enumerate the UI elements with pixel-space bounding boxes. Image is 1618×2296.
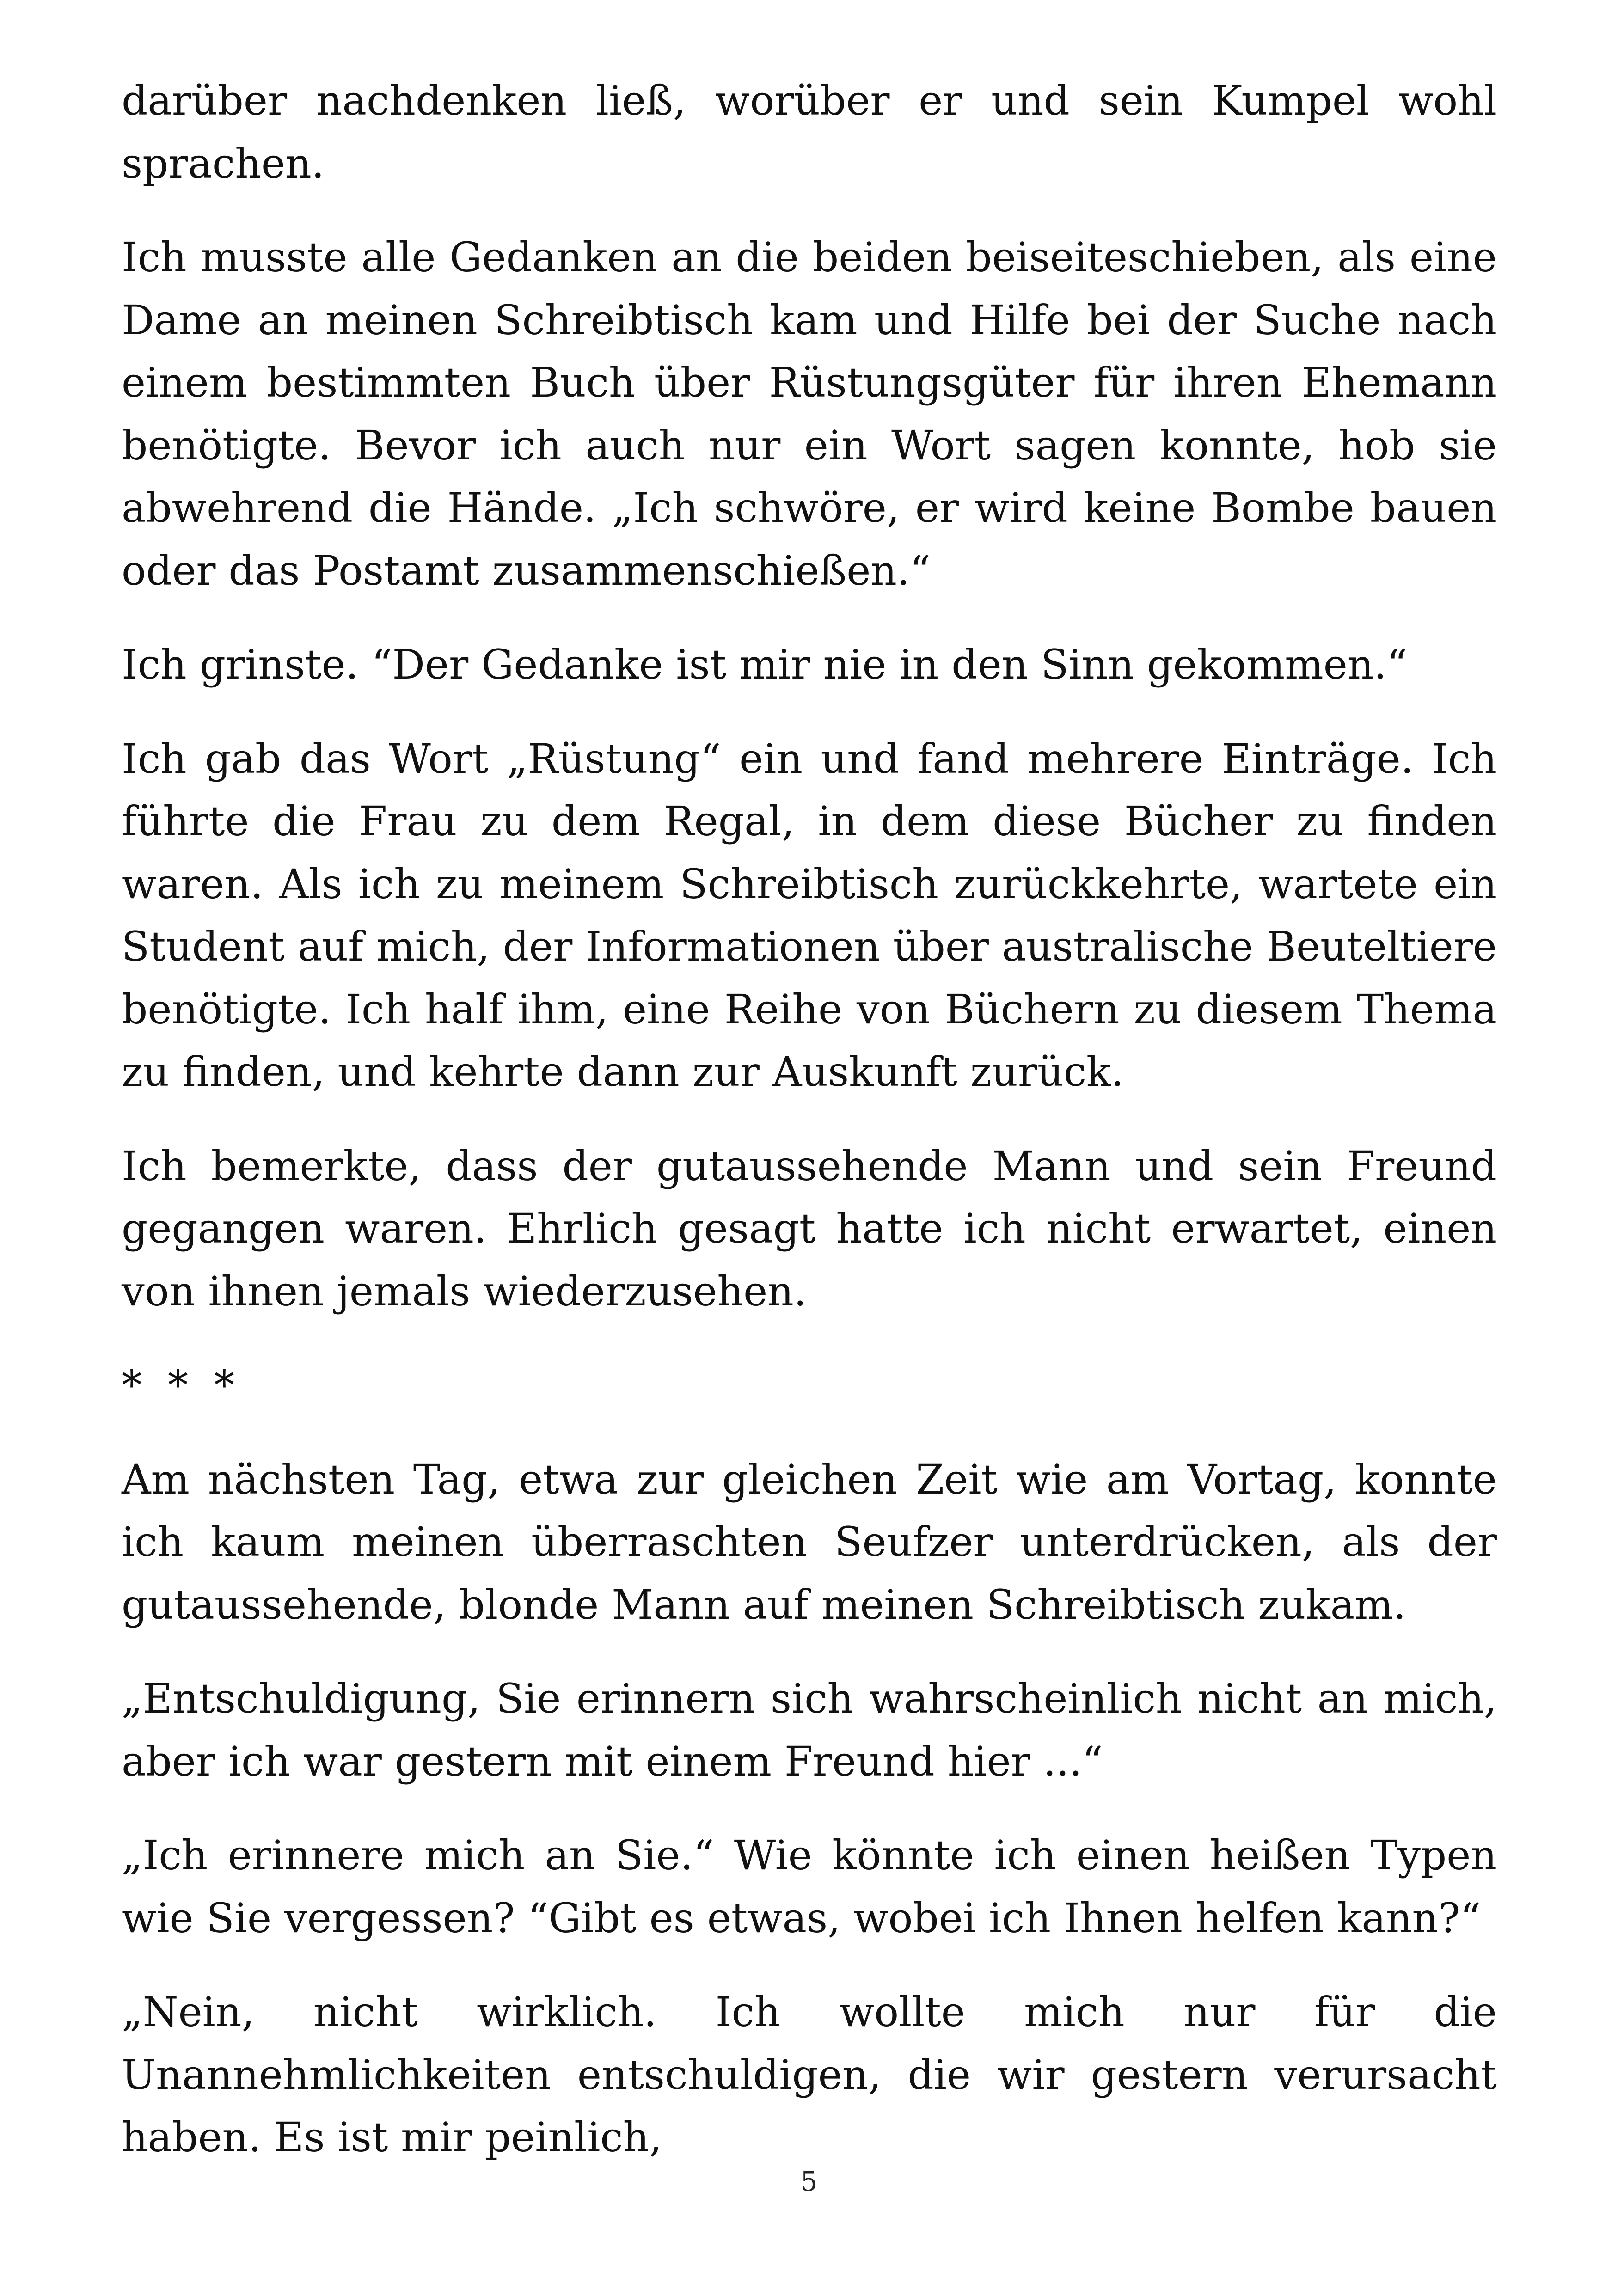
paragraph-4: Ich gab das Wort „Rüstung“ ein und fand mehrere Einträge. Ich führte die Frau zu dem Regal, in dem diese Bücher zu finden waren. Als ich zu meinem Schreibtisch zurückkehrte, wartete ein Student auf mich, der Informationen über australische Beuteltiere benötigte. Ich half ihm, eine Reihe von Büchern zu diesem Thema zu finden, und kehrte dann zur Auskunft zurück. <box>122 735 1497 1096</box>
paragraph-5: Ich bemerkte, dass der gutaussehende Mann und sein Freund gegangen waren. Ehrlich gesagt hatte ich nicht erwartet, einen von ihnen jemals wiederzusehen. <box>122 1142 1497 1315</box>
paragraph-8: „Ich erinnere mich an Sie.“ Wie könnte ich einen heißen Typen wie Sie vergessen? “Gibt es etwas, wobei ich Ihnen helfen kann?“ <box>122 1831 1497 1942</box>
page-body <box>122 69 1497 2200</box>
paragraph-7: „Entschuldigung, Sie erinnern sich wahrscheinlich nicht an mich, aber ich war gestern mit einem Freund hier ...“ <box>122 1675 1497 1785</box>
paragraph-1: darüber nachdenken ließ, worüber er und sein Kumpel wohl sprachen. <box>122 77 1497 187</box>
paragraph-6: Am nächsten Tag, etwa zur gleichen Zeit wie am Vortag, konnte ich kaum meinen überraschten Seufzer unterdrücken, als der gutaussehende, blonde Mann auf meinen Schreibtisch zukam. <box>122 1455 1497 1629</box>
paragraph-3: Ich grinste. “Der Gedanke ist mir nie in den Sinn gekommen.“ <box>122 641 1408 688</box>
paragraph-2: Ich musste alle Gedanken an die beiden beiseiteschieben, als eine Dame an meinen Schreibtisch kam und Hilfe bei der Suche nach einem bestimmten Buch über Rüstungsgüter für ihren Ehemann benötigte. Bevor ich auch nur ein Wort sagen konnte, hob sie abwehrend die Hände. „Ich schwöre, er wird keine Bombe bauen oder das Postamt zusammenschießen.“ <box>122 233 1497 594</box>
page-number: 5 <box>800 2166 818 2197</box>
scene-break: * * * <box>122 1361 241 1409</box>
paragraph-9: „Nein, nicht wirklich. Ich wollte mich nur für die Unannehmlichkeiten entschuldigen, die wir gestern verursacht haben. Es ist mir peinlich, <box>122 1988 1497 2161</box>
